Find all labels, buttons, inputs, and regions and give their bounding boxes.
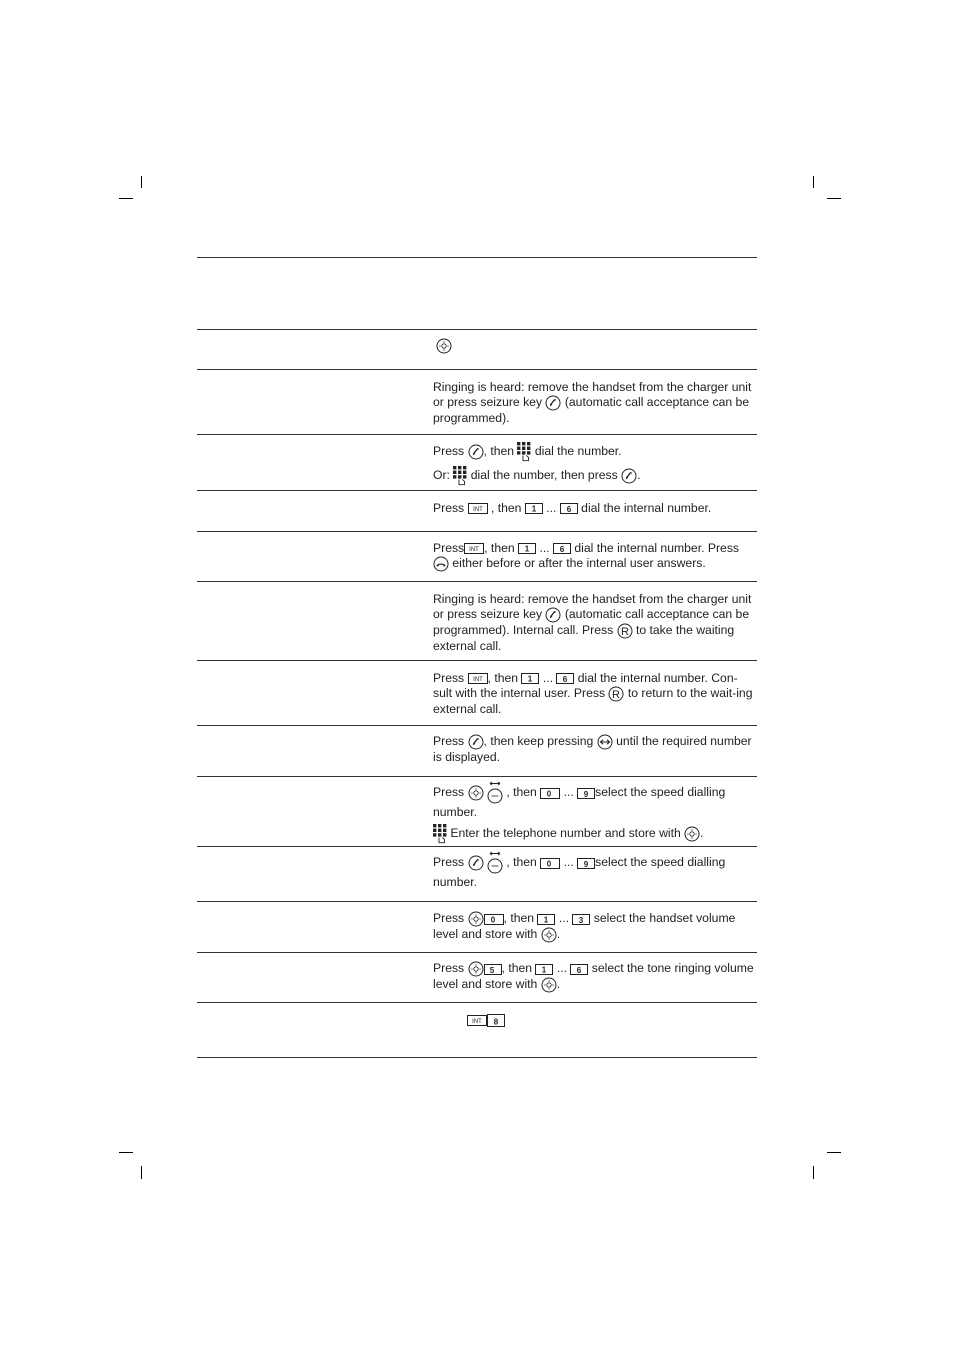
- text: Press: [433, 855, 465, 870]
- text: dial the internal number. Press: [574, 541, 740, 555]
- row-menu-key: [436, 338, 758, 354]
- speed-dial-key-icon: [487, 781, 503, 805]
- key-1-label: 1: [531, 504, 537, 514]
- key-3-label: 3: [579, 915, 584, 925]
- crop-mark-bottom-left-v: [141, 1166, 142, 1179]
- seizure-key-icon: [621, 468, 637, 484]
- text: Press: [433, 734, 465, 749]
- text: .: [700, 825, 704, 840]
- text: select the speed dialling number.: [433, 785, 726, 819]
- seizure-key-icon: [468, 444, 484, 460]
- text: ...: [558, 911, 569, 926]
- text: Press: [433, 911, 465, 926]
- crop-mark-top-right-h: [827, 198, 841, 199]
- key-0-label: 0: [490, 915, 495, 924]
- menu-key-icon: [684, 826, 700, 842]
- text: (automatic call acceptance can be programmed).: [433, 394, 750, 425]
- key-8-icon: [487, 1014, 505, 1027]
- menu-key-icon: [468, 911, 484, 927]
- text: .: [556, 927, 561, 942]
- table-top-rule: [197, 257, 757, 258]
- text: Ringing is heard: remove the handset from the charger unit or press seizure key: [433, 592, 752, 621]
- key-6-icon: [553, 543, 571, 554]
- key-5-label: 5: [489, 965, 494, 975]
- int-key-label: INT: [472, 1019, 482, 1026]
- key-6-label: 6: [563, 675, 568, 685]
- text: select the handset volume level and store with: [433, 911, 736, 942]
- crop-mark-bottom-right-h: [827, 1152, 841, 1153]
- key-0-icon: [484, 914, 504, 925]
- text: (automatic call acceptance can be programmed). Internal call. Press: [433, 606, 750, 637]
- text: to return to the wait-ing external call.: [433, 685, 753, 716]
- text: , then: [487, 671, 519, 685]
- row-divider: [197, 369, 757, 370]
- key-1-icon: [537, 914, 555, 925]
- int-key-icon: [468, 503, 488, 514]
- text: ...: [556, 961, 567, 976]
- text: , then: [483, 444, 515, 459]
- speed-dial-key-icon: [487, 851, 503, 875]
- menu-key-icon: [468, 961, 484, 977]
- int-key-icon: [464, 543, 484, 554]
- int-key-label: INT: [469, 547, 479, 554]
- row-divider: [197, 660, 757, 661]
- crop-mark-bottom-left-h: [119, 1152, 133, 1153]
- crop-mark-top-left-v: [141, 176, 142, 188]
- row-divider: [197, 531, 757, 532]
- key-1-label: 1: [544, 915, 549, 924]
- key-0-icon: [540, 788, 560, 799]
- key-0-label: 0: [546, 789, 552, 798]
- row-divider: [197, 776, 757, 777]
- menu-key-icon: [541, 977, 557, 993]
- key-6-label: 6: [566, 505, 572, 515]
- key-3-icon: [572, 914, 590, 925]
- text: , then: [490, 501, 522, 515]
- row-divider: [197, 581, 757, 582]
- int-key-label: INT: [472, 677, 483, 684]
- menu-key-icon: [468, 785, 484, 801]
- text: , then: [503, 911, 535, 926]
- text: ...: [546, 501, 557, 515]
- redial-key-icon: [597, 734, 613, 750]
- key-1-label: 1: [528, 674, 533, 684]
- seizure-key-icon: [468, 855, 484, 871]
- row-divider: [197, 329, 757, 330]
- keypad-icon: [517, 442, 531, 462]
- text: Press: [433, 541, 465, 555]
- key-1-label: 1: [542, 965, 547, 974]
- text: , then keep pressing: [483, 734, 594, 749]
- keypad-icon: [433, 824, 447, 844]
- seizure-key-icon: [545, 395, 561, 411]
- row-redial: [433, 734, 755, 765]
- text: select the speed dialling number.: [433, 855, 726, 889]
- end-call-key-icon: [433, 556, 449, 572]
- row-int-8: [467, 1013, 789, 1028]
- key-1-icon: [535, 964, 553, 975]
- key-1-label: 1: [524, 544, 530, 554]
- text: Or:: [433, 468, 450, 483]
- text: Press: [433, 961, 465, 976]
- text: either before or after the internal user answers.: [452, 555, 706, 570]
- r-key-icon: [608, 686, 624, 702]
- row-speed-dial-call: [433, 851, 755, 890]
- key-9-label: 9: [583, 789, 589, 799]
- key-9-label: 9: [583, 859, 589, 869]
- text: dial the number, then press: [470, 468, 618, 483]
- seizure-key-icon: [545, 607, 561, 623]
- key-9-icon: [577, 788, 595, 799]
- row-handset-volume: [433, 911, 755, 943]
- crop-mark-top-right-v: [813, 176, 814, 188]
- key-6-label: 6: [559, 545, 565, 555]
- key-1-icon: [518, 543, 536, 554]
- row-divider: [197, 725, 757, 726]
- key-0-icon: [540, 858, 560, 869]
- text: Press: [433, 785, 465, 800]
- key-1-icon: [525, 503, 543, 514]
- row-speed-dial-store: [433, 781, 755, 844]
- row-divider: [197, 952, 757, 953]
- key-8-label: 8: [493, 1017, 499, 1027]
- key-0-label: 0: [546, 859, 552, 868]
- text: , then: [501, 961, 533, 976]
- r-key-icon: [617, 623, 633, 639]
- menu-key-icon: [541, 927, 557, 943]
- text: , then: [484, 541, 515, 555]
- text: until the required number is displayed.: [433, 734, 752, 764]
- row-external-call: [433, 442, 755, 486]
- text: Press: [433, 671, 465, 685]
- seizure-key-icon: [468, 734, 484, 750]
- text: ...: [539, 541, 550, 555]
- keypad-icon: [453, 466, 467, 486]
- text: .: [556, 977, 561, 992]
- text: dial the internal number.: [581, 501, 712, 515]
- text: ...: [563, 855, 574, 870]
- int-key-label: INT: [472, 507, 483, 514]
- row-divider: [197, 901, 757, 902]
- text: , then: [506, 855, 537, 870]
- key-6-label: 6: [577, 965, 582, 975]
- crop-mark-bottom-right-v: [813, 1166, 814, 1179]
- text: , then: [506, 785, 537, 800]
- key-9-icon: [577, 858, 595, 869]
- row-divider: [197, 434, 757, 435]
- key-5-icon: [484, 964, 502, 975]
- key-6-icon: [570, 964, 588, 975]
- key-1-icon: [521, 673, 539, 684]
- r-key-label: R: [620, 625, 629, 638]
- text: Press: [433, 444, 465, 459]
- row-internal-call-cancel: [433, 541, 755, 572]
- crop-mark-top-left-h: [119, 198, 133, 199]
- key-6-icon: [560, 503, 578, 514]
- row-consultation: [433, 671, 755, 716]
- text: select the tone ringing volume level and store with: [433, 961, 754, 992]
- key-6-icon: [556, 673, 574, 684]
- text: Press: [433, 501, 465, 515]
- row-divider: [197, 846, 757, 847]
- r-key-label: R: [612, 688, 621, 701]
- text: ...: [542, 671, 553, 685]
- int-key-icon: [467, 1015, 487, 1026]
- row-divider: [197, 490, 757, 491]
- menu-key-icon: [436, 338, 452, 354]
- text: ...: [563, 785, 574, 800]
- text: .: [637, 468, 641, 483]
- int-key-icon: [468, 673, 488, 684]
- text: to take the waiting external call.: [433, 622, 735, 653]
- row-call-waiting: [433, 592, 755, 653]
- text: Enter the telephone number and store with: [450, 825, 681, 840]
- table-bottom-rule: [197, 1057, 757, 1058]
- text: Ringing is heard: remove the handset from the charger unit or press seizure key: [433, 380, 752, 409]
- text: dial the number.: [534, 444, 622, 459]
- row-ringer-volume: [433, 961, 755, 993]
- text: dial the internal number. Con-sult with the internal user. Press: [433, 671, 738, 700]
- row-internal-call: [433, 501, 755, 516]
- row-divider: [197, 1002, 757, 1003]
- row-accept-call: [433, 380, 755, 425]
